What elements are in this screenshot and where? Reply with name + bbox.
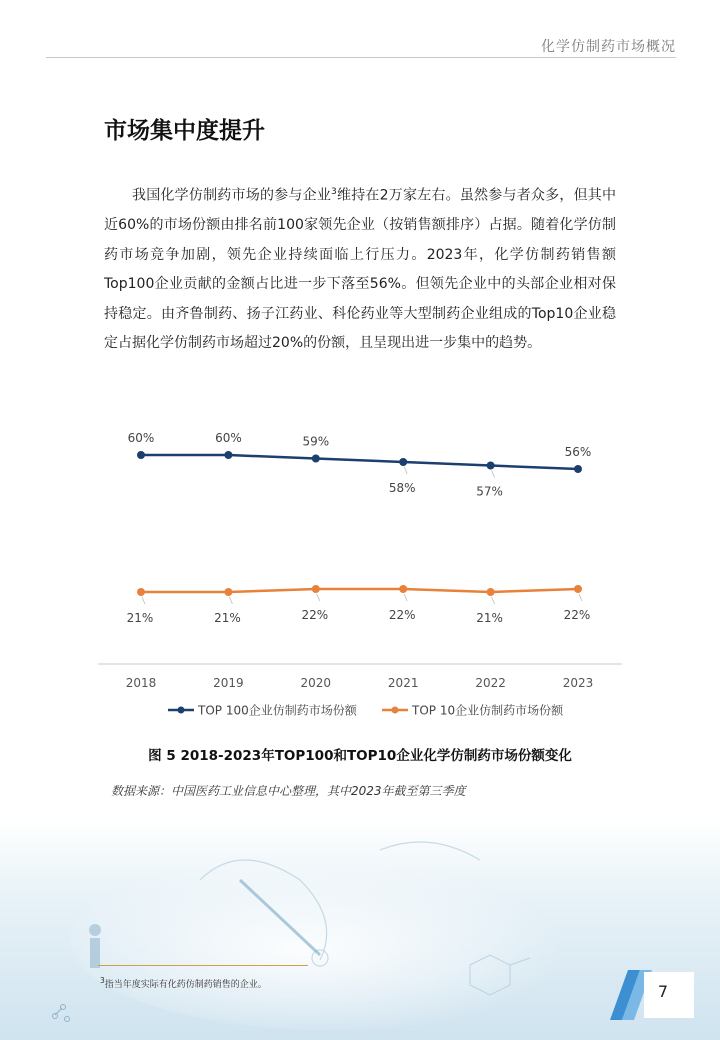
legend-label: TOP 10企业仿制药市场份额 xyxy=(412,703,564,718)
label-leader-line xyxy=(404,594,407,601)
x-tick-label: 2019 xyxy=(213,676,244,690)
data-label: 21% xyxy=(126,611,154,625)
data-point[interactable] xyxy=(399,458,407,466)
data-point[interactable] xyxy=(574,465,582,473)
data-point[interactable] xyxy=(574,585,582,593)
data-label: 60% xyxy=(215,431,242,445)
data-point[interactable] xyxy=(487,462,495,470)
data-label: 22% xyxy=(301,608,329,622)
label-leader-line xyxy=(317,594,320,601)
page-number: 7 xyxy=(657,982,668,1001)
data-point[interactable] xyxy=(137,588,145,596)
data-label: 22% xyxy=(388,608,416,622)
running-header: 化学仿制药市场概况 xyxy=(541,39,676,55)
data-label: 56% xyxy=(564,445,592,459)
legend-swatch-marker xyxy=(392,707,399,714)
data-point[interactable] xyxy=(137,451,145,459)
data-label: 60% xyxy=(127,431,155,445)
series-line xyxy=(141,455,578,469)
label-leader-line xyxy=(229,597,232,604)
legend-label: TOP 100企业仿制药市场份额 xyxy=(198,703,357,718)
series-line xyxy=(141,589,578,592)
data-point[interactable] xyxy=(487,588,495,596)
x-tick-label: 2020 xyxy=(300,676,332,690)
footnote-ref[interactable]: 3 xyxy=(331,187,337,197)
x-tick-label: 2021 xyxy=(387,676,419,690)
data-point[interactable] xyxy=(312,455,320,463)
legend-swatch-marker xyxy=(178,707,185,714)
data-source-note: 数据来源：中国医药工业信息中心整理，其中2023年截至第三季度 xyxy=(111,784,466,798)
data-point[interactable] xyxy=(399,585,407,593)
data-label: 58% xyxy=(388,481,416,495)
footnote xyxy=(100,976,267,990)
data-label: 21% xyxy=(476,611,503,625)
body-text-part-2: 维持在2万家左右。虽然参与者众多，但其中近60%的市场份额由排名前100家领先企业（按销售额排序）占据。随着化学仿制药市场竞争加剧，领先企业持续面临上行压力。2023年，化学仿制药销售额Top100企业贡献的金额占比进一步下落至56%。但领先企业中的头部企业相对保持稳定。由齐鲁制药、扬子江药业、科伦药业等大型制药企业组成的Top10企业稳定占据化学仿制药市场超过20%的份额，且呈现出进一步集中的趋势。 xyxy=(104,187,617,352)
data-label: 57% xyxy=(476,484,503,499)
decorative-lab-background xyxy=(0,820,720,1040)
header-divider xyxy=(46,57,676,58)
data-label: 22% xyxy=(563,608,591,622)
label-leader-line xyxy=(404,467,407,474)
footnote-divider xyxy=(98,965,308,966)
data-point[interactable] xyxy=(312,585,320,593)
label-leader-line xyxy=(492,471,495,478)
body-paragraph xyxy=(104,178,616,359)
market-share-line-chart xyxy=(90,418,630,728)
body-text-part-1: 我国化学仿制药市场的参与企业 xyxy=(132,187,332,204)
label-leader-line xyxy=(579,594,582,601)
section-title: 市场集中度提升 xyxy=(104,118,265,144)
label-leader-line xyxy=(492,597,495,604)
figure-caption: 图 5 2018-2023年TOP100和TOP10企业化学仿制药市场份额变化 xyxy=(148,748,572,764)
data-point[interactable] xyxy=(224,588,232,596)
x-tick-label: 2018 xyxy=(125,676,157,690)
footnote-text: 指当年度实际有化药仿制药销售的企业。 xyxy=(104,980,267,990)
data-point[interactable] xyxy=(224,451,232,459)
label-leader-line xyxy=(142,597,145,604)
x-tick-label: 2022 xyxy=(475,676,506,690)
x-tick-label: 2023 xyxy=(562,676,594,690)
footnote-marker: 3 xyxy=(100,976,105,985)
data-label: 21% xyxy=(214,611,241,625)
data-label: 59% xyxy=(302,434,330,449)
